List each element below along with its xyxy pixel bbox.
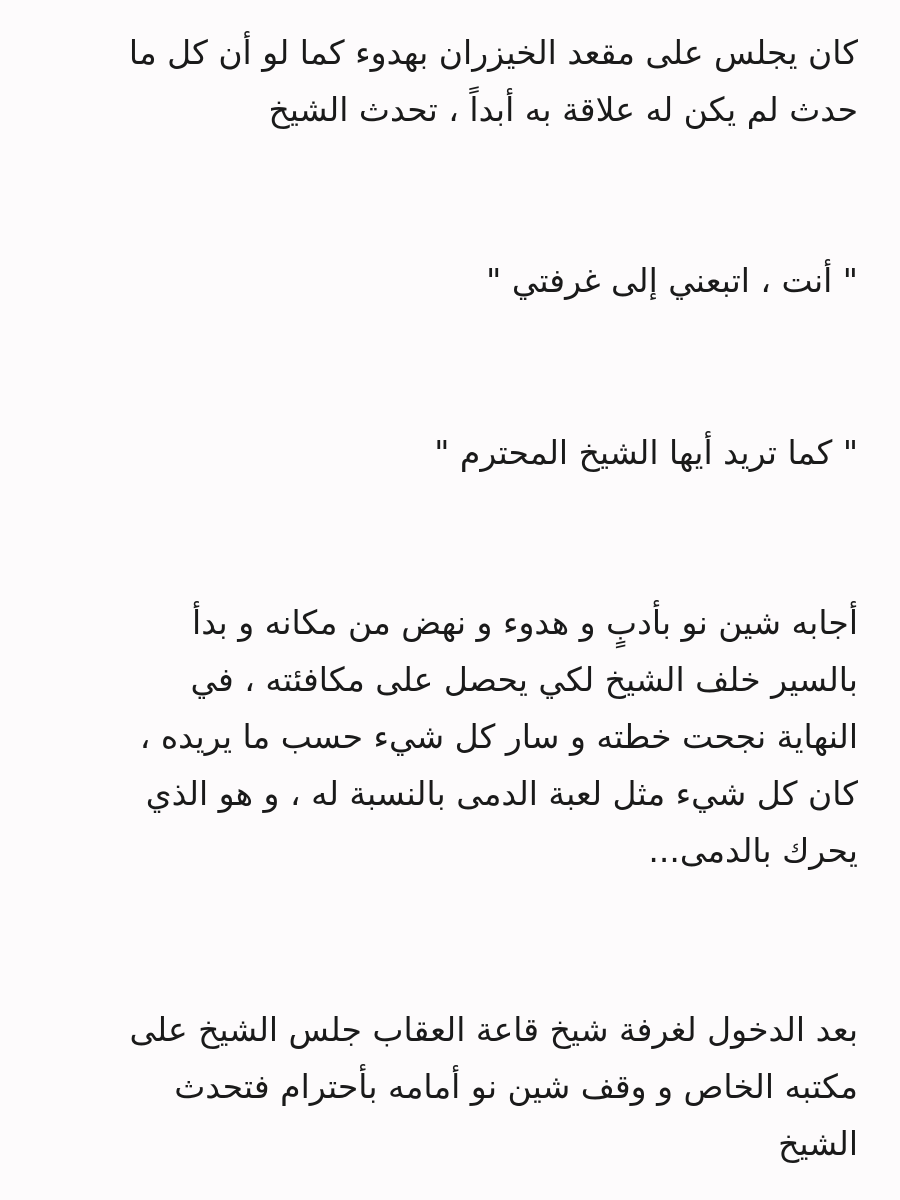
text-line: كان يجلس على مقعد الخيزران بهدوء كما لو أن كل ما bbox=[128, 33, 858, 72]
text-line: الشيخ bbox=[778, 1124, 858, 1163]
narrative-paragraph bbox=[50, 1001, 858, 1172]
text-line: حدث لم يكن له علاقة به أبداً ، تحدث الشيخ bbox=[268, 90, 858, 129]
text-line: النهاية نجحت خطته و سار كل شيء حسب ما يريده ، bbox=[139, 717, 858, 756]
dialogue-paragraph bbox=[50, 252, 858, 309]
text-line: " أنت ، اتبعني إلى غرفتي " bbox=[486, 261, 858, 300]
narrative-paragraph bbox=[50, 594, 858, 879]
narrative-paragraph bbox=[50, 24, 858, 138]
text-line: بعد الدخول لغرفة شيخ قاعة العقاب جلس الشيخ على bbox=[129, 1010, 858, 1049]
text-line: كان كل شيء مثل لعبة الدمى بالنسبة له ، و هو الذي bbox=[145, 774, 858, 813]
text-line: مكتبه الخاص و وقف شين نو أمامه بأحترام فتحدث bbox=[174, 1067, 858, 1106]
text-line: يحرك بالدمى... bbox=[648, 831, 858, 870]
dialogue-paragraph bbox=[50, 424, 858, 481]
text-line: بالسير خلف الشيخ لكي يحصل على مكافئته ، في bbox=[190, 660, 858, 699]
text-line: " كما تريد أيها الشيخ المحترم " bbox=[434, 433, 858, 472]
text-line: أجابه شين نو بأدبٍ و هدوء و نهض من مكانه و بدأ bbox=[192, 603, 858, 642]
